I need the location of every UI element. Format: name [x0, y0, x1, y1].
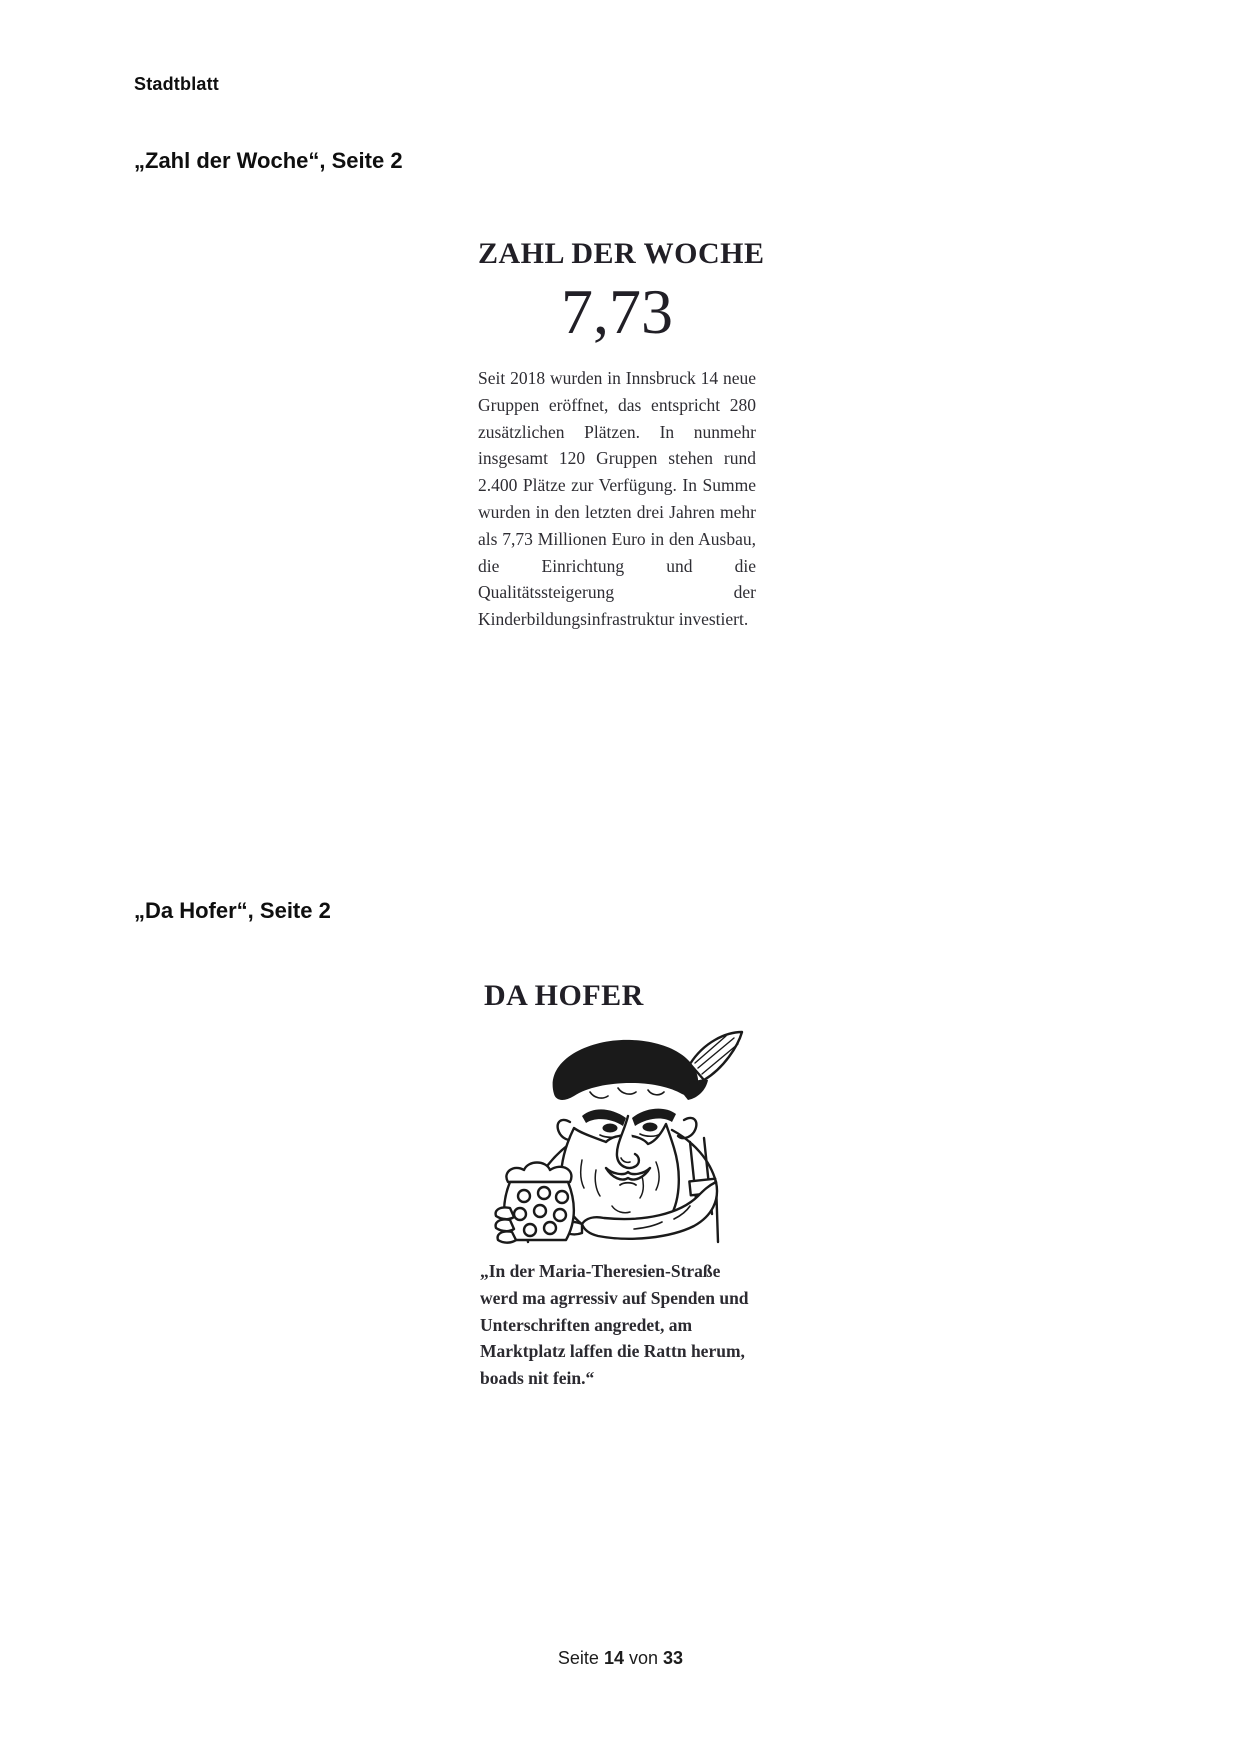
section-heading-da-hofer: „Da Hofer“, Seite 2 — [134, 898, 331, 923]
footer-total-pages: 33 — [663, 1648, 684, 1668]
da-hofer-cartoon-illustration — [494, 1030, 752, 1252]
clipping-title-zahl-der-woche: ZAHL DER WOCHE — [478, 237, 765, 270]
clipping-quote-text: „In der Maria-Theresien-Straße werd ma agrressiv auf Spenden und Unterschriften angredet, am Marktplatz laffen die Rattn herum, boads nit fein.“ — [480, 1261, 749, 1389]
section-heading-zahl-der-woche: „Zahl der Woche“, Seite 2 — [134, 148, 403, 173]
clipping-body-text: Seit 2018 wurden in Innsbruck 14 neue Gruppen eröffnet, das entspricht 280 zusätzlichen Plätzen. In nunmehr insgesamt 120 Gruppen stehen rund 2.400 Plätze zur Verfügung. In Summe wurden in den letzten drei Jahren mehr als 7,73 Millionen Euro in den Ausbau, die Einrichtung und die Qualitätssteigerung der Kinderbildungsinfrastruktur investiert. — [478, 368, 756, 630]
page-footer — [0, 1648, 1241, 1669]
number-of-the-week: 7,73 — [561, 276, 673, 347]
footer-von-label: von — [629, 1648, 659, 1668]
footer-seite-label: Seite — [557, 1648, 599, 1668]
document-brand: Stadtblatt — [134, 74, 219, 94]
clipping-title-da-hofer: DA HOFER — [484, 979, 644, 1012]
footer-current-page: 14 — [603, 1648, 624, 1668]
